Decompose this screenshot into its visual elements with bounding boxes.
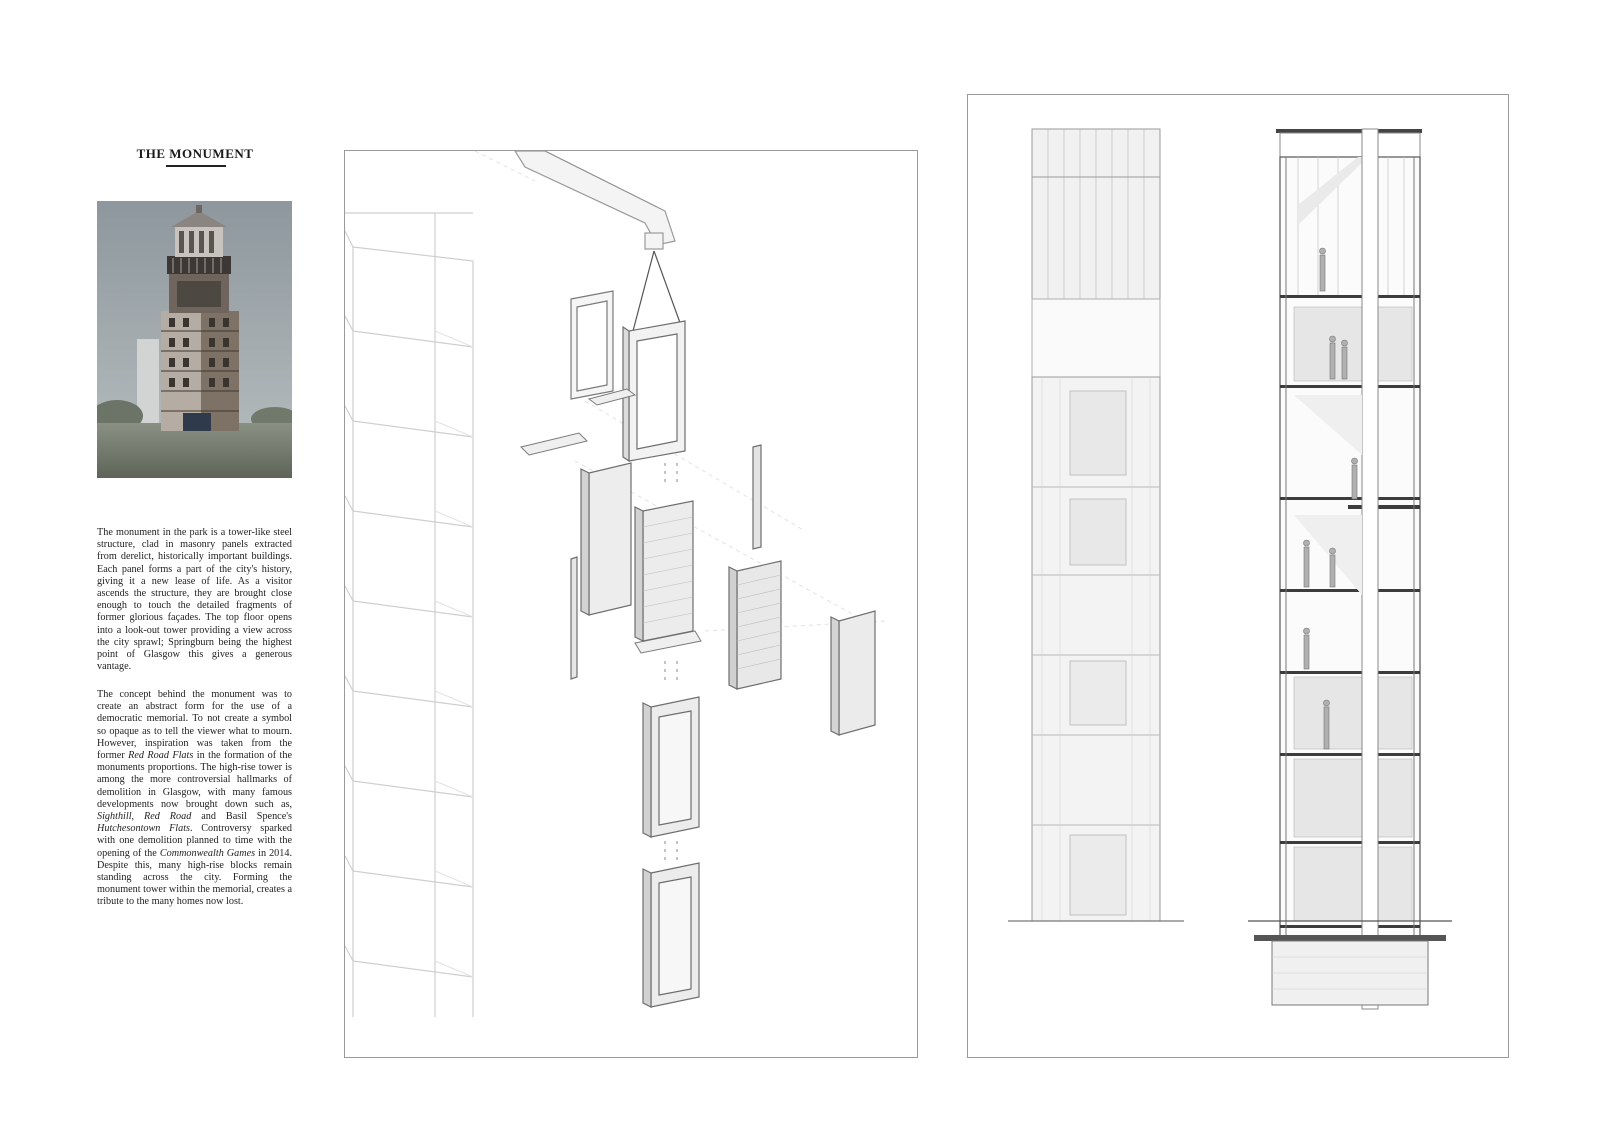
sheet-title: THE MONUMENT: [136, 146, 254, 161]
monument-photomontage: [97, 201, 292, 478]
exploded-axonometric-drawing: [345, 151, 917, 1057]
italic-commonwealth-games: Commonwealth Games: [159, 847, 256, 859]
description-paragraph-1: The monument in the park is a tower-like steel structure, clad in masonry panels extracted from derelict, historically important buildings. Each panel forms a part of the city's history, giving it a new lease of life. As a visitor ascends the structure, they are brought close enough to touch the detailed fragments of former glorious façades. The top floor opens into a look-out tower providing a view across the city sprawl; Springburn being the highest point of Glasgow this gives a generous vantage.: [97, 527, 292, 673]
exploded-axonometric-frame: [344, 150, 918, 1058]
elevation-section-frame: [967, 94, 1509, 1058]
elevation-section-drawing: [968, 95, 1508, 1057]
elevation-drawing: [1008, 129, 1184, 921]
description-paragraph-2: The concept behind the monument was to create an abstract form for the use of a democratic memorial. To not create a symbol so opaque as to tell the viewer what to mourn. However, inspiration was taken from the former Red Road Flats in the formation of the monuments proportions. The high-rise tower is among the more controversial hallmarks of demolition in Glasgow, with many famous developments now brought down such as, Sighthill, Red Road and Basil Spence's Hutchesontown Flats. Controversy sparked with one demolition planned to time with the opening of the Commonwealth Games in 2014. Despite this, many high-rise blocks remain standing across the city. Forming the monument tower within the memorial, creates a tribute to the many homes now lost.: [97, 689, 293, 908]
italic-red-road: Red Road: [144, 811, 192, 823]
title-underline: [166, 165, 226, 167]
italic-red-road-flats: Red Road Flats: [128, 750, 194, 762]
italic-sighthill: Sighthill: [97, 811, 132, 823]
section-drawing: [1248, 129, 1452, 1009]
italic-hutchesontown-flats: Hutchesontown Flats: [97, 823, 191, 835]
